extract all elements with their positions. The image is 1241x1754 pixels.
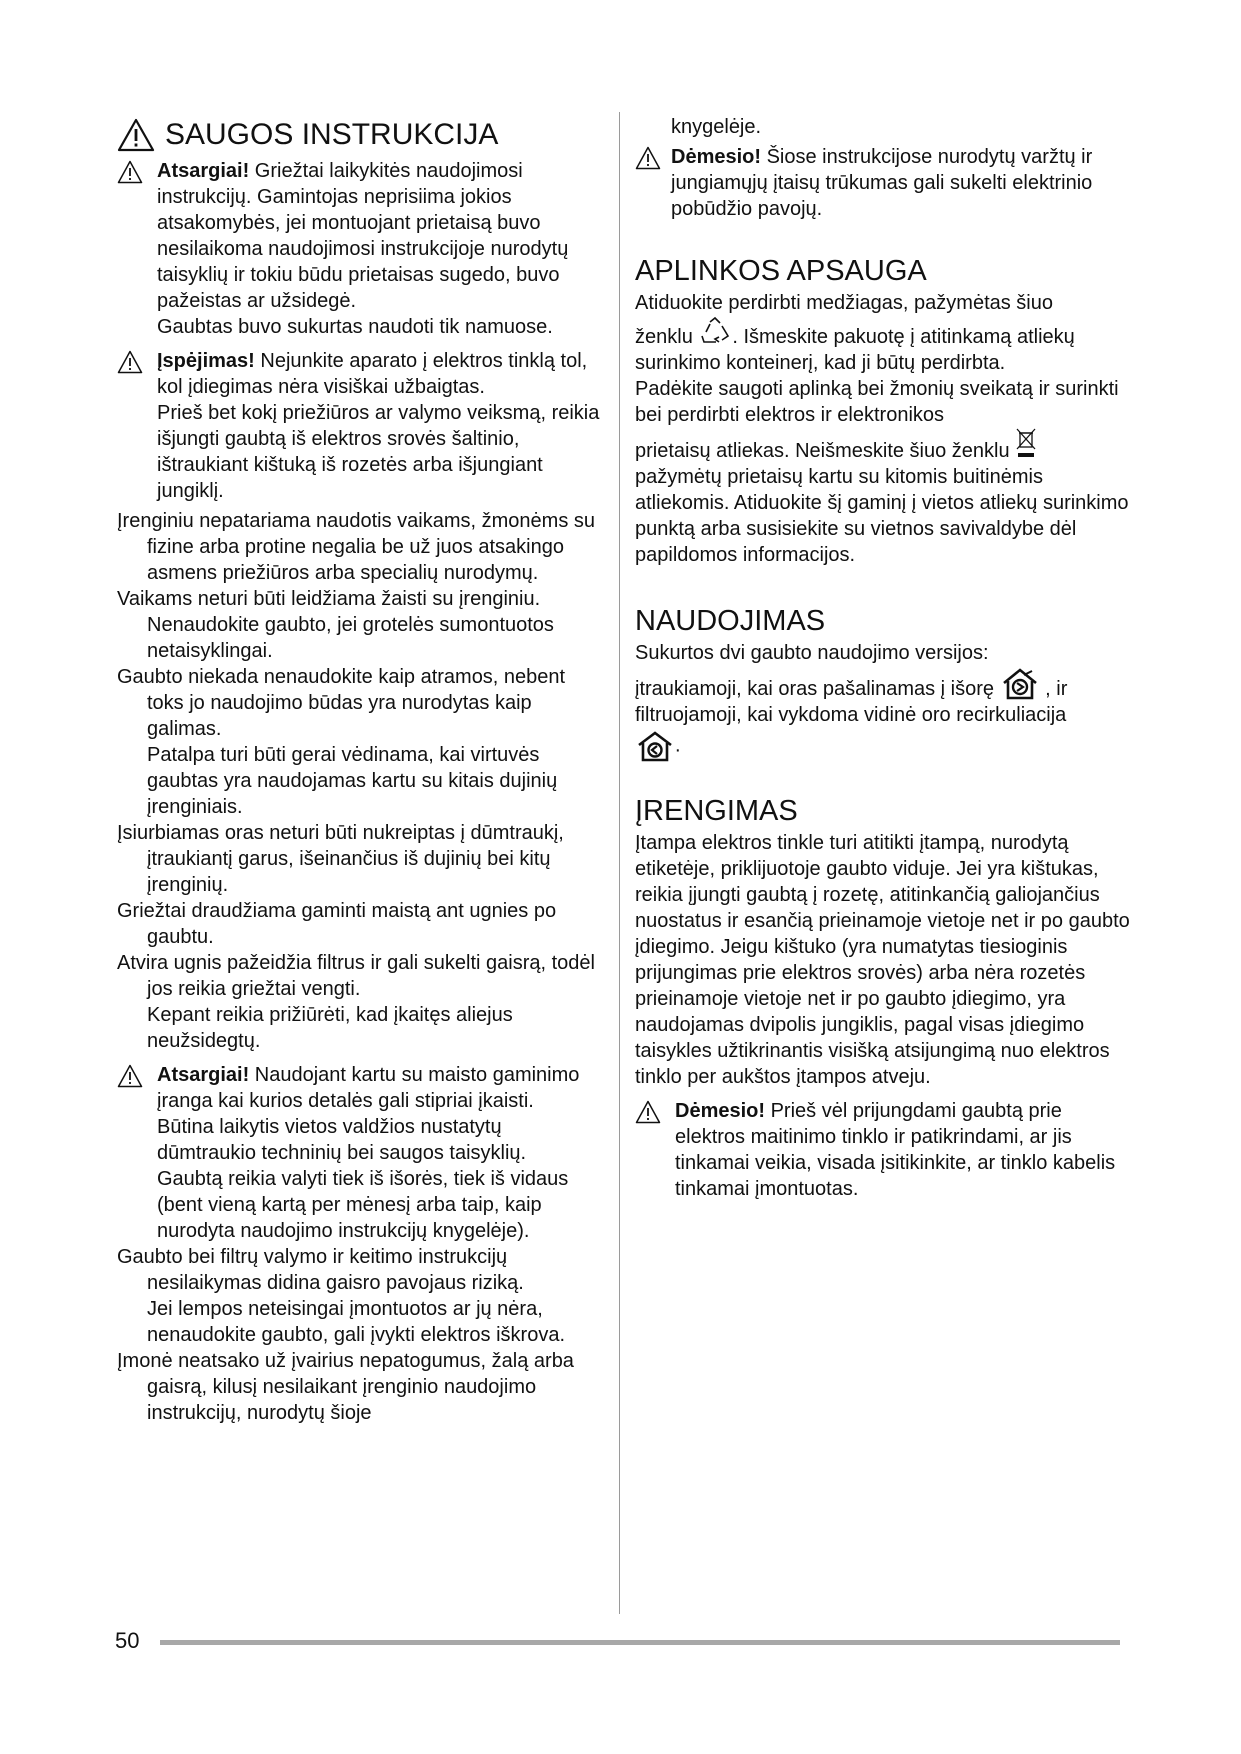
warning-icon <box>635 1100 661 1124</box>
paragraph-frying: Kepant reikia prižiūrėti, kad įkaitęs aliejus neužsidegtų. <box>147 1004 513 1052</box>
left-column <box>117 118 605 1426</box>
usage-line-4: . <box>635 730 1135 762</box>
weee-bin-icon <box>1015 427 1037 461</box>
section-title-usage: NAUDOJIMAS <box>635 605 826 637</box>
recirculation-mode-icon <box>635 730 675 762</box>
env-line-3: Padėkite saugoti aplinką bei žmonių sveikatą ir surinkti bei perdirbti elektros ir elektronikos <box>635 378 1119 426</box>
usage-line-1: Sukurtos dvi gaubto naudojimo versijos: <box>635 642 989 664</box>
paragraph-filters: Gaubto bei filtrų valymo ir keitimo instrukcijų nesilaikymas didina gaisro pavojaus riziką. <box>117 1246 524 1294</box>
paragraph-support: Gaubto niekada nenaudokite kaip atramos, nebent toks jo naudojimo būdas yra nurodytas kaip galimas. <box>117 666 566 740</box>
right-column <box>635 114 1135 1202</box>
section-title-safety: SAUGOS INSTRUKCIJA <box>117 118 605 152</box>
extraction-mode-icon <box>1000 667 1040 701</box>
warning-attention-4: Dėmesio! Šiose instrukcijose nurodytų varžtų ir jungiamųjų įtaisų trūkumas gali sukelti elektrinio pobūdžio pavojų. <box>635 144 1135 222</box>
paragraph-ventilation: Patalpa turi būti gerai vėdinama, kai virtuvės gaubtas yra naudojamas kartu su kitais dujinių įrenginiais. <box>147 744 558 818</box>
usage-line-3: filtruojamoji, kai vykdoma vidinė oro recirkuliacija <box>635 704 1067 726</box>
page-number: 50 <box>115 1628 140 1653</box>
section-title-installation: ĮRENGIMAS <box>635 795 798 827</box>
warning-attention-5: Dėmesio! Prieš vėl prijungdami gaubtą prie elektros maitinimo tinklo ir patikrindami, ar jis tinkamai veikia, visada įsitikinkite, ar tinklo kabelis tinkamai įmontuotas. <box>635 1098 1135 1202</box>
warning-icon <box>117 1064 143 1088</box>
warning-icon <box>117 118 155 152</box>
paragraph-play: Vaikams neturi būti leidžiama žaisti su įrenginiu. Nenaudokite gaubto, jei grotelės sumontuotos netaisyklingai. <box>117 588 554 662</box>
installation-text: Įtampa elektros tinkle turi atitikti įtampą, nurodytą etiketėje, priklijuotoje gaubto viduje. Jei yra kištukas, reikia įjungti gaubtą į rozetę, atitinkančią galiojančius nuostatus ir esančią prieinamoje vietoje net ir po gaubto įdiegimo. Jeigu kištuko (yra numatytas tiesioginis prijungimas prie elektros srovės) arba nėra rozetės prieinamoje vietoje net ir po gaubto įdiegimo, yra naudojamas dvipolis jungiklis, pagal visas įdiegimo taisykles užtikrinantis visišką atsijungimą nuo elektros tinklo per aukštos įtampos atveju. <box>635 832 1130 1088</box>
paragraph-air: Įsiurbiamas oras neturi būti nukreiptas į dūmtraukį, įtraukiantį garus, išeinančius iš dujinių bei kitų įrenginių. <box>117 822 564 896</box>
paragraph-lamps: Jei lempos neteisingai įmontuotos ar jų nėra, nenaudokite gaubto, gali įvykti elektros iškrova. <box>147 1298 566 1346</box>
paragraph-flame: Griežtai draudžiama gaminti maistą ant ugnies po gaubtu. <box>117 900 557 948</box>
warning-icon <box>117 350 143 374</box>
paragraph-company: Įmonė neatsako už įvairius nepatogumus, žalą arba gaisrą, kilusį nesilaikant įrenginio naudojimo instrukcijų, nurodytų šioje <box>117 1350 574 1424</box>
env-line-5: pažymėtų prietaisų kartu su kitomis buitinėmis atliekomis. Atiduokite šį gaminį į vietos atliekų surinkimo punktą arba susisiekite su vietnos savivaldybe dėl papildomos informacijos. <box>635 466 1129 566</box>
paragraph-children: Įrenginiu nepatariama naudotis vaikams, žmonėms su fizine arba protine negalia be už juos atsakingo asmens priežiūros arba specialių nurodymų. <box>117 510 596 584</box>
env-line-1: Atiduokite perdirbti medžiagas, pažymėtas šiuo <box>635 292 1053 314</box>
section-title-environment: APLINKOS APSAUGA <box>635 255 927 287</box>
usage-line-2: įtraukiamoji, kai oras pašalinamas į išorę , ir <box>635 676 1135 702</box>
footer-rule <box>160 1640 1120 1645</box>
warning-caution-1: Atsargiai! Griežtai laikykitės naudojimosi instrukcijų. Gamintojas neprisiima jokios atsakomybės, jei montuojant prietaisą buvo nesilaikoma naudojimosi instrukcijoje nurodytų taisyklių ir tokiu būdu prietaisas sugedo, buvo pažeistas ar užsidegė. Gaubtas buvo sukurtas naudoti tik namuose. <box>117 158 605 340</box>
warning-caution-3: Atsargiai! Naudojant kartu su maisto gaminimo įranga kai kurios detalės gali stipriai įkaisti. Būtina laikytis vietos valdžios nustatytų dūmtraukio techninių bei saugos taisyklių. Gaubtą reikia valyti tiek iš išorės, tiek iš vidaus (bent vieną kartą per mėnesį arba taip, kaip nurodyta naudojimo instrukcijų knygelėje). <box>117 1062 605 1244</box>
warning-notice-2: Įspėjimas! Nejunkite aparato į elektros tinklą tol, kol įdiegimas nėra visiškai užbaigtas. Prieš bet kokį priežiūros ar valymo veiksmą, reikia išjungti gaubtą iš elektros srovės šaltinio, ištraukiant kištuką iš rozetės arba išjungiant jungiklį. <box>117 348 605 504</box>
continued-text: knygelėje. <box>671 116 762 138</box>
env-line-4: prietaisų atliekas. Neišmeskite šiuo ženklu <box>635 438 1135 464</box>
env-line-2: ženklu . Išmeskite pakuotę į atitinkamą atliekų surinkimo konteinerį, kad ji būtų perdirbta. <box>635 324 1135 376</box>
recycle-icon <box>698 316 732 346</box>
column-divider <box>619 112 620 1614</box>
warning-icon <box>635 146 661 170</box>
warning-icon <box>117 160 143 184</box>
paragraph-open-fire: Atvira ugnis pažeidžia filtrus ir gali sukelti gaisrą, todėl jos reikia griežtai vengti. <box>117 952 595 1000</box>
